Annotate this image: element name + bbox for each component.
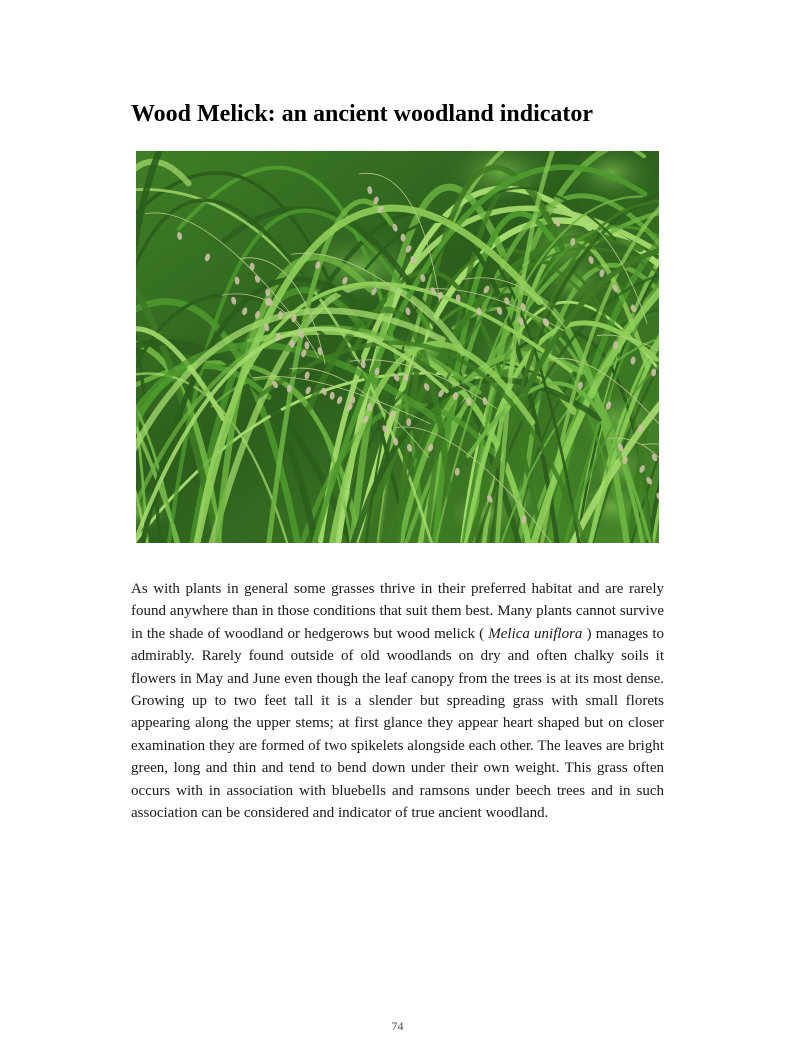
floret (613, 341, 618, 349)
species-name: Melica uniflora (488, 625, 583, 642)
page-title: Wood Melick: an ancient woodland indicator (131, 101, 594, 127)
body-paragraph (131, 578, 664, 824)
paragraph-rest: ) manages to admirably. Rarely found outside of old woodlands on dry and often chalky soils it flowers in May and June even though the leaf canopy from the trees is at its most dense. Growing up to two feet tall it is a slender but spreading grass with small florets appearing along the upper stems; at first glance they appear heart shaped but on closer examination they are formed of two spikelets alongside each other. The leaves are bright green, long and thin and tend to bend down under their own weight. This grass often occurs with in association with bluebells and ramsons under beech trees and in such association can be considered and indicator of true ancient woodland. (131, 625, 665, 822)
grass-illustration (136, 151, 659, 543)
paragraph-lead: As with plants in general some grasses thrive in their preferred habitat and are rarely found anywhere than in those conditions that suit them best. Many plants cannot survive in the shade of woodland or hedgerows but wood melick ( (131, 581, 664, 642)
page-number: 74 (391, 1019, 404, 1033)
wood-melick-photo (136, 151, 659, 543)
